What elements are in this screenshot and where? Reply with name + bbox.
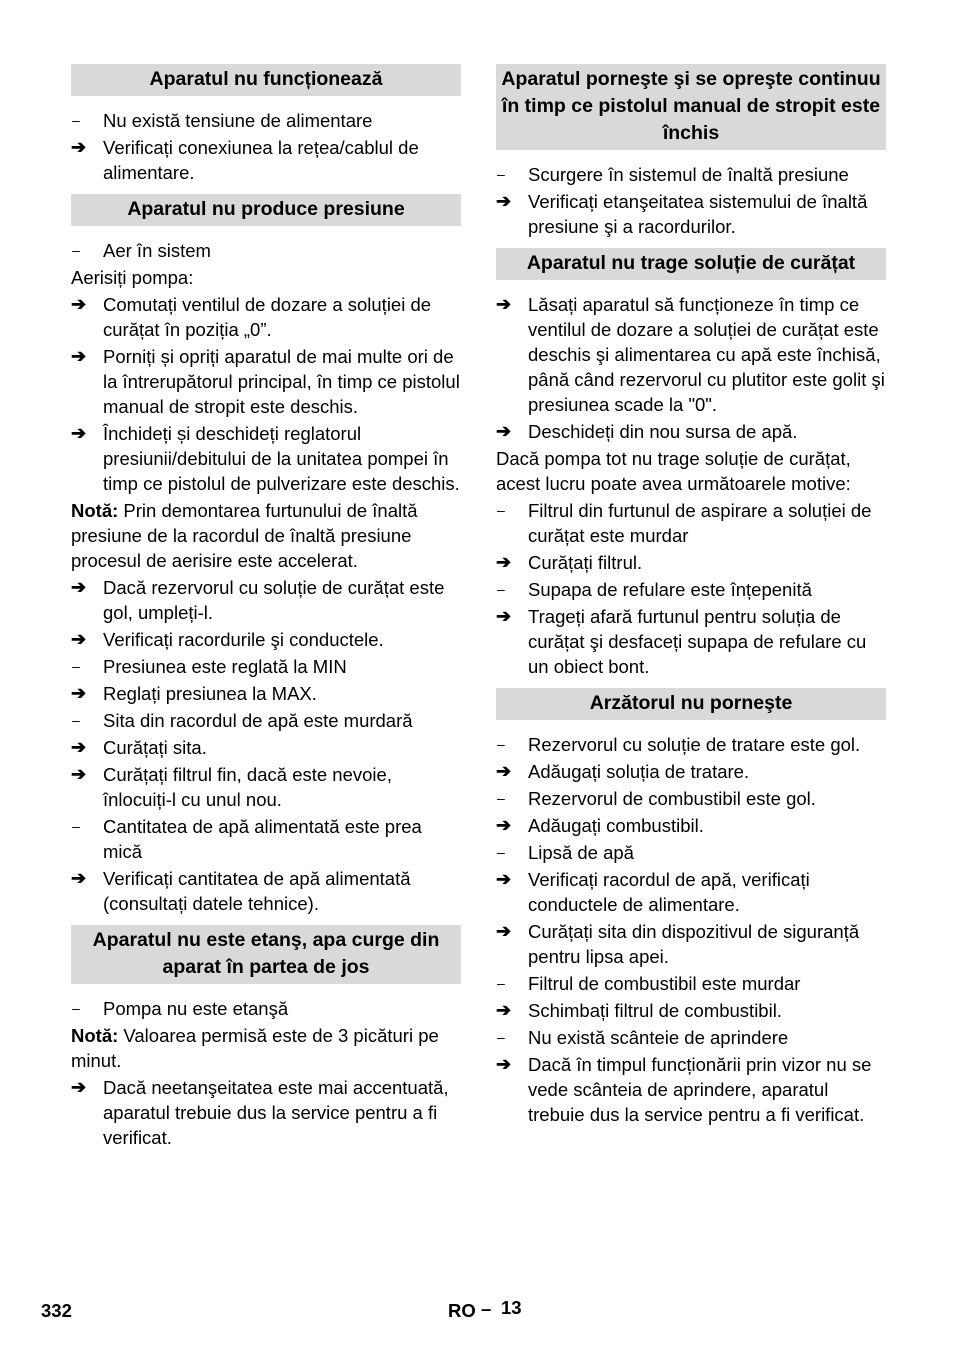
item-text: Nu există tensiune de alimentare [103, 110, 373, 131]
item-text: Lipsă de apă [528, 842, 634, 863]
arrow-right-icon: ➔ [496, 421, 512, 441]
dash-bullet-icon: – [72, 242, 80, 258]
right-column [496, 64, 886, 1129]
item-text: Nu există scânteie de aprindere [528, 1027, 789, 1048]
section [496, 64, 886, 239]
item-text: Porniți și opriți aparatul de mai multe ori de la întrerupătorul principal, în timp ce pistolul manual de stropit este deschis. [103, 346, 460, 417]
item-text: Curățați filtrul. [528, 552, 643, 573]
problem-item [71, 814, 461, 864]
section [496, 248, 886, 679]
arrow-right-icon: ➔ [71, 423, 87, 443]
problem-item [496, 840, 886, 865]
footer-page-number: 13 [501, 1297, 522, 1318]
problem-item [496, 1025, 886, 1050]
note-text: Prin demontarea furtunului de înaltă presiune de la racordul de înaltă presiune procesul de aerisire este accelerat. [71, 500, 418, 571]
section-heading: Aparatul nu produce presiune [71, 194, 461, 226]
item-text: Scurgere în sistemul de înaltă presiune [528, 164, 849, 185]
dash-bullet-icon: – [497, 736, 505, 752]
paragraph: Dacă pompa tot nu trage soluție de curățat, acest lucru poate avea următoarele motive: [496, 448, 851, 494]
arrow-right-icon: ➔ [71, 1077, 87, 1097]
dash-bullet-icon: – [497, 844, 505, 860]
problem-item [496, 732, 886, 757]
problem-item [496, 971, 886, 996]
dash-bullet-icon: – [72, 112, 80, 128]
note-text: Valoarea permisă este de 3 picături pe minut. [71, 1025, 439, 1071]
dash-bullet-icon: – [72, 1000, 80, 1016]
item-text: Cantitatea de apă alimentată este prea mică [103, 816, 422, 862]
item-text: Schimbați filtrul de combustibil. [528, 1000, 782, 1021]
item-text: Curățați sita din dispozitivul de siguranță pentru lipsa apei. [528, 921, 860, 967]
remedy-item [71, 762, 461, 812]
note-paragraph [71, 498, 461, 573]
problem-item [496, 577, 886, 602]
remedy-item [496, 919, 886, 969]
remedy-item [71, 575, 461, 625]
arrow-right-icon: ➔ [496, 921, 512, 941]
arrow-right-icon: ➔ [71, 137, 87, 157]
item-text: Sita din racordul de apă este murdară [103, 710, 413, 731]
item-text: Deschideți din nou sursa de apă. [528, 421, 798, 442]
item-text: Filtrul de combustibil este murdar [528, 973, 801, 994]
item-text: Verificați cantitatea de apă alimentată (consultați datele tehnice). [103, 868, 411, 914]
item-text: Verificați racordul de apă, verificați conductele de alimentare. [528, 869, 810, 915]
arrow-right-icon: ➔ [496, 552, 512, 572]
dash-bullet-icon: – [72, 818, 80, 834]
arrow-right-icon: ➔ [496, 815, 512, 835]
footer-dash: – [481, 1298, 492, 1319]
section [71, 64, 461, 185]
section-heading: Aparatul nu trage soluție de curățat [496, 248, 886, 280]
remedy-item [496, 604, 886, 679]
remedy-item [496, 867, 886, 917]
dash-bullet-icon: – [497, 1029, 505, 1045]
dash-bullet-icon: – [497, 975, 505, 991]
remedy-item [496, 813, 886, 838]
arrow-right-icon: ➔ [496, 1054, 512, 1074]
section [71, 925, 461, 1150]
item-text: Supapa de refulare este înțepenită [528, 579, 812, 600]
dash-bullet-icon: – [497, 790, 505, 806]
problem-item [71, 238, 461, 263]
arrow-right-icon: ➔ [496, 869, 512, 889]
remedy-item [71, 292, 461, 342]
arrow-right-icon: ➔ [496, 191, 512, 211]
arrow-right-icon: ➔ [71, 629, 87, 649]
item-text: Lăsați aparatul să funcționeze în timp ce ventilul de dozare a soluției de curățat este deschis şi alimentarea cu apă este închisă, până când rezervorul cu plutitor este golit şi presiunea scade la "0". [528, 294, 885, 415]
remedy-item [71, 421, 461, 496]
remedy-item [71, 866, 461, 916]
problem-item [71, 654, 461, 679]
problem-item [71, 108, 461, 133]
problem-item [71, 708, 461, 733]
note-label: Notă: [71, 500, 119, 521]
item-text: Adăugați combustibil. [528, 815, 704, 836]
arrow-right-icon: ➔ [496, 294, 512, 314]
item-text: Dacă rezervorul cu soluție de curățat este gol, umpleți-l. [103, 577, 445, 623]
remedy-item [496, 998, 886, 1023]
dash-bullet-icon: – [497, 581, 505, 597]
left-column [71, 64, 461, 1152]
arrow-right-icon: ➔ [71, 577, 87, 597]
remedy-item [496, 550, 886, 575]
arrow-right-icon: ➔ [496, 761, 512, 781]
problem-item [496, 162, 886, 187]
paragraph: Aerisiți pompa: [71, 267, 194, 288]
section [496, 688, 886, 1127]
page-number: 332 [41, 1300, 72, 1321]
item-text: Adăugați soluția de tratare. [528, 761, 750, 782]
dash-bullet-icon: – [72, 712, 80, 728]
item-text: Verificați etanşeitatea sistemului de înaltă presiune şi a racordurilor. [528, 191, 868, 237]
remedy-item [496, 1052, 886, 1127]
dash-bullet-icon: – [497, 502, 505, 518]
remedy-item [71, 627, 461, 652]
section-heading: Arzătorul nu porneşte [496, 688, 886, 720]
item-text: Aer în sistem [103, 240, 211, 261]
item-text: Dacă în timpul funcționării prin vizor nu se vede scânteia de aprindere, aparatul trebuie dus la service pentru a fi verificat. [528, 1054, 872, 1125]
item-text: Pompa nu este etanşă [103, 998, 289, 1019]
remedy-item [71, 135, 461, 185]
arrow-right-icon: ➔ [496, 1000, 512, 1020]
remedy-item [496, 189, 886, 239]
section-heading: Aparatul porneşte şi se opreşte continuu în timp ce pistolul manual de stropit este închis [496, 64, 886, 150]
item-text: Curățați sita. [103, 737, 207, 758]
item-text: Rezervorul de combustibil este gol. [528, 788, 816, 809]
problem-item [496, 498, 886, 548]
dash-bullet-icon: – [72, 658, 80, 674]
arrow-right-icon: ➔ [71, 683, 87, 703]
item-text: Reglați presiunea la MAX. [103, 683, 317, 704]
problem-item [496, 786, 886, 811]
arrow-right-icon: ➔ [71, 294, 87, 314]
item-text: Presiunea este reglată la MIN [103, 656, 347, 677]
arrow-right-icon: ➔ [496, 606, 512, 626]
remedy-item [496, 419, 886, 444]
item-text: Comutați ventilul de dozare a soluției de curățat în poziția „0”. [103, 294, 432, 340]
arrow-right-icon: ➔ [71, 346, 87, 366]
arrow-right-icon: ➔ [71, 764, 87, 784]
arrow-right-icon: ➔ [71, 737, 87, 757]
remedy-item [71, 344, 461, 419]
remedy-item [496, 759, 886, 784]
remedy-item [71, 735, 461, 760]
section-heading: Aparatul nu funcționează [71, 64, 461, 96]
item-text: Dacă neetanşeitatea este mai accentuată, aparatul trebuie dus la service pentru a fi verificat. [103, 1077, 449, 1148]
note-label: Notă: [71, 1025, 119, 1046]
item-text: Trageți afară furtunul pentru soluția de curățat şi desfaceți supapa de refulare cu un obiect bont. [528, 606, 867, 677]
remedy-item [71, 681, 461, 706]
arrow-right-icon: ➔ [71, 868, 87, 888]
section [71, 194, 461, 916]
dash-bullet-icon: – [497, 166, 505, 182]
item-text: Verificați racordurile şi conductele. [103, 629, 384, 650]
item-text: Închideți și deschideți reglatorul presiunii/debitului de la unitatea pompei în timp ce pistolul de pulverizare este deschis. [103, 423, 460, 494]
item-text: Verificați conexiunea la rețea/cablul de alimentare. [103, 137, 419, 183]
remedy-item [496, 292, 886, 417]
footer-language-label: RO [448, 1300, 476, 1321]
note-paragraph [71, 1023, 461, 1073]
item-text: Filtrul din furtunul de aspirare a soluției de curățat este murdar [528, 500, 872, 546]
item-text: Curățați filtrul fin, dacă este nevoie, înlocuiți-l cu unul nou. [103, 764, 392, 810]
remedy-item [71, 1075, 461, 1150]
problem-item [71, 996, 461, 1021]
item-text: Rezervorul cu soluție de tratare este gol. [528, 734, 861, 755]
section-heading: Aparatul nu este etanş, apa curge din aparat în partea de jos [71, 925, 461, 984]
